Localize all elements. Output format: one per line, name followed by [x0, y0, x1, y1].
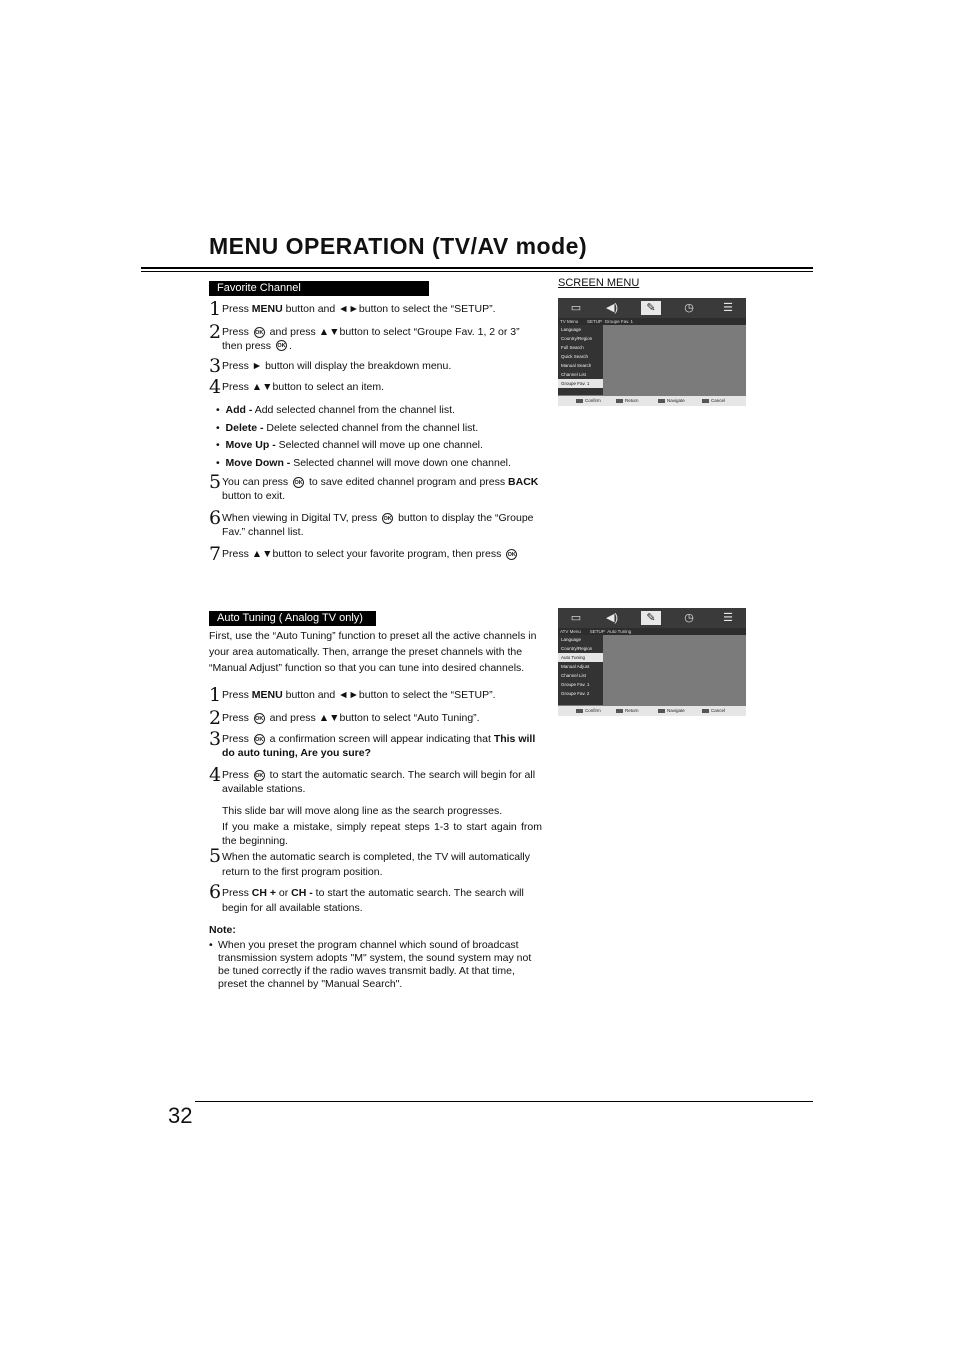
auto-step-3: Press OK a confirmation screen will appear indicating that This will do auto tuning, Are you sure?	[222, 733, 536, 759]
setup-wrench-icon: ✎	[641, 611, 661, 625]
menu-item: Manual Adjust	[561, 664, 590, 669]
step-number: 5	[209, 845, 222, 867]
footer-rule	[195, 1101, 813, 1102]
auto-step-5: When the automatic search is completed, the TV will automatically return to the first program position.	[222, 851, 530, 878]
favorite-step-7: Press ▲▼button to select your favorite program, then press OK	[222, 548, 516, 560]
menu-item: Channel List	[561, 372, 587, 377]
auto-tuning-heading: Auto Tuning ( Analog TV only)	[209, 611, 376, 626]
menu-item-selected: Groupe Fav. 1	[558, 379, 603, 388]
bullet-move-up: • Move Up - Selected channel will move up one channel.	[216, 439, 483, 451]
sound-icon: ◀)	[605, 302, 619, 314]
header-rule	[141, 267, 813, 269]
ok-button-icon: OK	[506, 549, 517, 560]
exit-key-icon	[702, 399, 709, 403]
step-number: 1	[209, 298, 222, 320]
sound-icon: ◀)	[605, 612, 619, 624]
menu-item: Manual Search	[561, 363, 592, 368]
step-number: 2	[209, 707, 222, 729]
header-rule-thin	[141, 271, 813, 272]
auto-step-1: Press MENU button and ◄►button to select the “SETUP”.	[222, 689, 496, 701]
bullet-move-down: • Move Down - Selected channel will move down one channel.	[216, 457, 511, 469]
step-number: 4	[209, 376, 222, 398]
setup-wrench-icon: ✎	[641, 301, 661, 315]
menu-item: Quick Search	[561, 354, 589, 359]
step-number: 6	[209, 507, 222, 529]
tv-icon: ▭	[570, 302, 582, 314]
arrow-keys-icon	[658, 709, 665, 713]
ok-button-icon: OK	[276, 340, 287, 351]
step-number: 3	[209, 355, 222, 377]
favorite-step-1: Press MENU button and ◄►button to select the “SETUP”.	[222, 303, 496, 315]
step-number: 6	[209, 881, 222, 903]
auto-step-6: Press CH + or CH - to start the automatic search. The search will begin for all available stations.	[222, 887, 524, 914]
note-heading: Note:	[209, 924, 236, 936]
screen-help-bar: Confirm Return Navigate Cancel	[558, 706, 746, 716]
breadcrumb: TV Menu SETUP Groupe Fav. 1	[558, 318, 746, 325]
screen-menu-label: SCREEN MENU	[558, 277, 640, 289]
favorite-channel-heading: Favorite Channel	[209, 281, 429, 296]
ok-button-icon: OK	[382, 513, 393, 524]
menu-item: Groupe Fav. 1	[561, 682, 590, 687]
auto-step-4: Press OK to start the automatic search. The search will begin for all available stations.	[222, 769, 536, 795]
note-bullet: •	[209, 939, 213, 951]
page-number: 32	[168, 1103, 193, 1128]
favorite-step-5: You can press OK to save edited channel program and press BACK button to exit.	[222, 476, 539, 502]
auto-step-2: Press OK and press ▲▼button to select “Auto Tuning”.	[222, 712, 480, 724]
step-number: 1	[209, 684, 222, 706]
step-number: 2	[209, 321, 222, 343]
menu-icon-bar	[558, 608, 746, 628]
note-text: When you preset the program channel which sound of broadcast transmission system adopts "M" system, the sound system may not be tuned correctly if the radio waves transmit badly. At that time, preset the channel by "Manual Search".	[218, 939, 532, 990]
favorite-step-4: Press ▲▼button to select an item.	[222, 381, 385, 393]
auto-tuning-intro: First, use the “Auto Tuning” function to preset all the active channels in your area automatically. Then, arrange the preset channels with the “Manual Adjust” function so that you can tune into desired channels.	[209, 630, 537, 674]
menu-item: Channel List	[561, 673, 587, 678]
menu-item: Language	[561, 327, 582, 332]
ok-key-icon	[576, 399, 583, 403]
favorite-step-6: When viewing in Digital TV, press OK button to display the “Groupe Fav.” channel list.	[222, 512, 534, 538]
menu-key-icon	[616, 399, 623, 403]
favorite-step-2: Press OK and press ▲▼button to select “Groupe Fav. 1, 2 or 3” then press OK .	[222, 326, 520, 352]
ok-button-icon: OK	[254, 770, 265, 781]
setup-menu-list	[558, 635, 603, 705]
ok-button-icon: OK	[254, 713, 265, 724]
bullet-add: • Add - Add selected channel from the channel list.	[216, 404, 455, 416]
step-number: 5	[209, 471, 222, 493]
slide-bar-note: This slide bar will move along line as the search progresses.	[222, 805, 503, 817]
arrow-keys-icon	[658, 399, 665, 403]
clock-icon: ◷	[684, 302, 694, 314]
menu-key-icon	[616, 709, 623, 713]
step-number: 4	[209, 764, 222, 786]
clock-icon: ◷	[684, 612, 694, 624]
bullet-delete: • Delete - Delete selected channel from the channel list.	[216, 422, 479, 434]
menu-item: Language	[561, 637, 582, 642]
menu-item: Full Search	[561, 345, 584, 350]
mistake-note: If you make a mistake, simply repeat steps 1-3 to start again from the beginning.	[222, 821, 542, 847]
exit-key-icon	[702, 709, 709, 713]
step-number: 7	[209, 543, 222, 565]
ok-button-icon: OK	[254, 327, 265, 338]
menu-icon-bar	[558, 298, 746, 318]
setup-screen-favorite	[558, 298, 746, 406]
ok-key-icon	[576, 709, 583, 713]
menu-item: Country/Region	[561, 646, 593, 651]
menu-item: Country/Region	[561, 336, 593, 341]
ok-button-icon: OK	[293, 477, 304, 488]
setup-menu-list	[558, 325, 603, 395]
menu-item-selected: Auto Tuning	[558, 653, 603, 662]
setup-screen-auto-tuning	[558, 608, 746, 716]
step-number: 3	[209, 728, 222, 750]
list-icon: ☰	[723, 302, 733, 314]
favorite-step-3: Press ► button will display the breakdown menu.	[222, 360, 452, 372]
breadcrumb: ATV Menu SETUP Auto Tuning	[558, 628, 746, 635]
menu-item: Groupe Fav. 2	[561, 691, 590, 696]
tv-icon: ▭	[570, 612, 582, 624]
ok-button-icon: OK	[254, 734, 265, 745]
list-icon: ☰	[723, 612, 733, 624]
page-title: MENU OPERATION (TV/AV mode)	[209, 233, 588, 259]
screen-help-bar: Confirm Return Navigate Cancel	[558, 396, 746, 406]
